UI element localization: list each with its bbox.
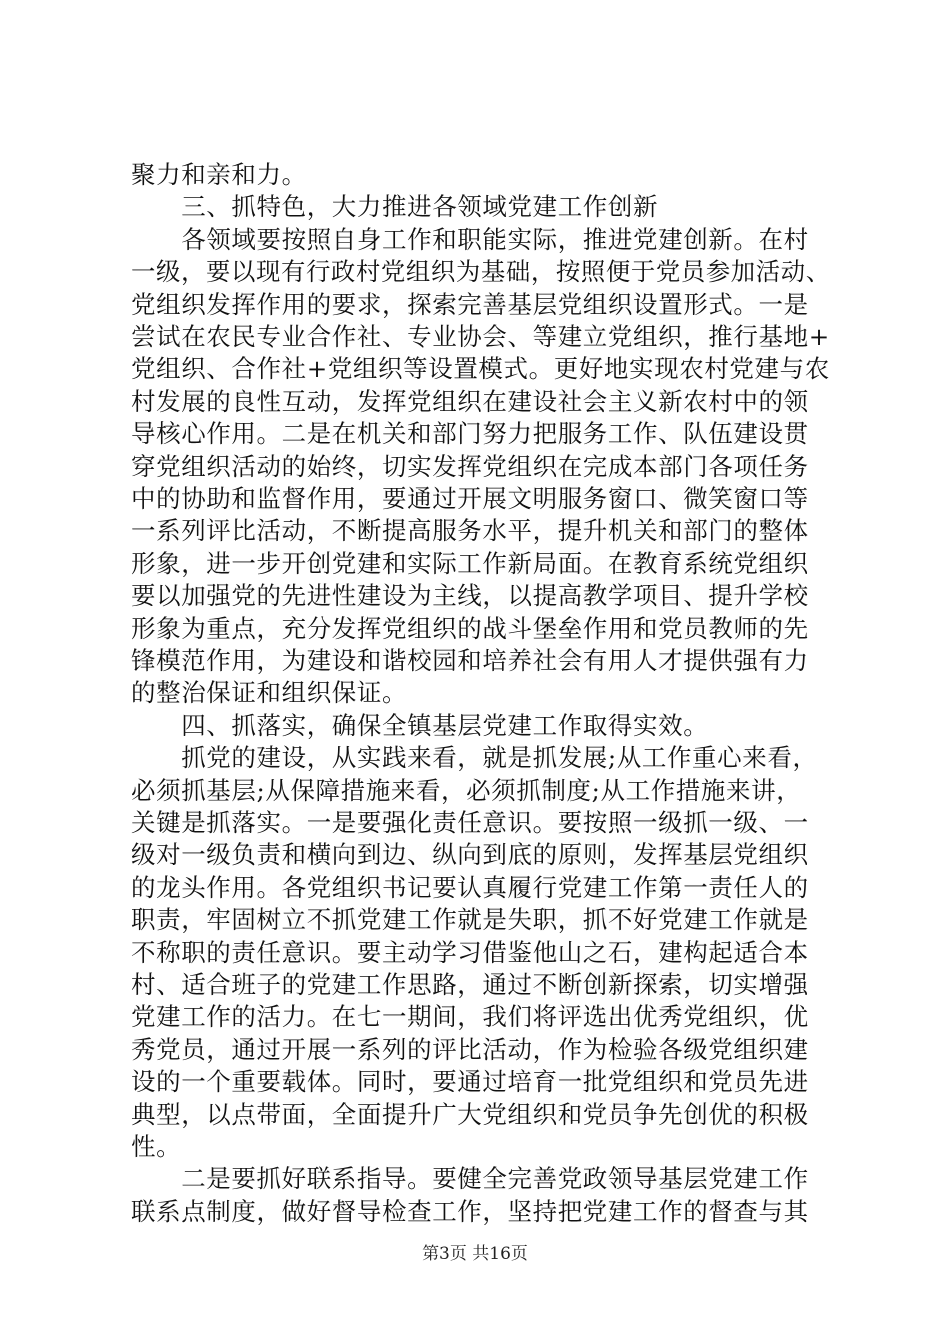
text-line: 形象为重点，充分发挥党组织的战斗堡垒作用和党员教师的先 [131, 613, 809, 643]
text-line: 尝试在农民专业合作社、专业协会、等建立党组织，推行基地+ [131, 322, 830, 351]
text-line: 村发展的良性互动，发挥党组织在建设社会主义新农村中的领 [131, 386, 809, 416]
text-line: 穿党组织活动的始终，切实发挥党组织在完成本部门各项任务 [131, 451, 809, 481]
text-line: 党建工作的活力。在七一期间，我们将评选出优秀党组织，优 [131, 1002, 809, 1032]
text-line: 党组织、合作社+党组织等设置模式。更好地实现农村党建与农 [131, 354, 830, 384]
text-line: 形象，进一步开创党建和实际工作新局面。在教育系统党组织 [131, 548, 809, 578]
text-line: 四、抓落实，确保全镇基层党建工作取得实效。 [131, 710, 709, 740]
text-line: 性。 [131, 1132, 182, 1161]
text-line: 党组织发挥作用的要求，探索完善基层党组织设置形式。一是 [131, 289, 809, 319]
text-line: 联系点制度，做好督导检查工作，坚持把党建工作的督查与其 [131, 1196, 809, 1226]
text-line: 职责，牢固树立不抓党建工作就是失职，抓不好党建工作就是 [131, 905, 809, 935]
text-line: 一系列评比活动，不断提高服务水平，提升机关和部门的整体 [131, 516, 809, 546]
text-line: 不称职的责任意识。要主动学习借鉴他山之石，建构起适合本 [131, 937, 809, 967]
text-line: 设的一个重要载体。同时，要通过培育一批党组织和党员先进 [131, 1067, 809, 1097]
text-line: 关键是抓落实。一是要强化责任意识。要按照一级抓一级、一 [131, 808, 809, 837]
text-line: 中的协助和监督作用，要通过开展文明服务窗口、微笑窗口等 [131, 484, 809, 513]
text-line: 必须抓基层;从保障措施来看，必须抓制度;从工作措施来讲， [131, 775, 802, 805]
text-line: 二是要抓好联系指导。要健全完善党政领导基层党建工作 [131, 1164, 809, 1194]
text-line: 的整治保证和组织保证。 [131, 678, 408, 708]
text-line: 的龙头作用。各党组织书记要认真履行党建工作第一责任人的 [131, 872, 809, 902]
text-line: 秀党员，通过开展一系列的评比活动，作为检验各级党组织建 [131, 1034, 809, 1064]
text-line: 三、抓特色，大力推进各领域党建工作创新 [131, 192, 659, 222]
text-line: 级对一级负责和横向到边、纵向到底的原则，发挥基层党组织 [131, 840, 809, 870]
text-line: 聚力和亲和力。 [131, 160, 307, 189]
text-line: 一级，要以现有行政村党组织为基础，按照便于党员参加活动、 [131, 257, 831, 287]
text-line: 典型，以点带面，全面提升广大党组织和党员争先创优的积极 [131, 1099, 809, 1129]
text-line: 导核心作用。二是在机关和部门努力把服务工作、队伍建设贯 [131, 419, 809, 449]
text-line: 锋模范作用，为建设和谐校园和培养社会有用人才提供强有力 [131, 646, 809, 675]
text-line: 各领域要按照自身工作和职能实际，推进党建创新。在村 [131, 224, 809, 254]
page-footer: 第3页 共16页 [422, 1244, 528, 1264]
text-line: 抓党的建设，从实践来看，就是抓发展;从工作重心来看， [131, 743, 818, 773]
text-line: 要以加强党的先进性建设为主线，以提高教学项目、提升学校 [131, 581, 809, 611]
text-line: 村、适合班子的党建工作思路，通过不断创新探索，切实增强 [131, 970, 809, 999]
